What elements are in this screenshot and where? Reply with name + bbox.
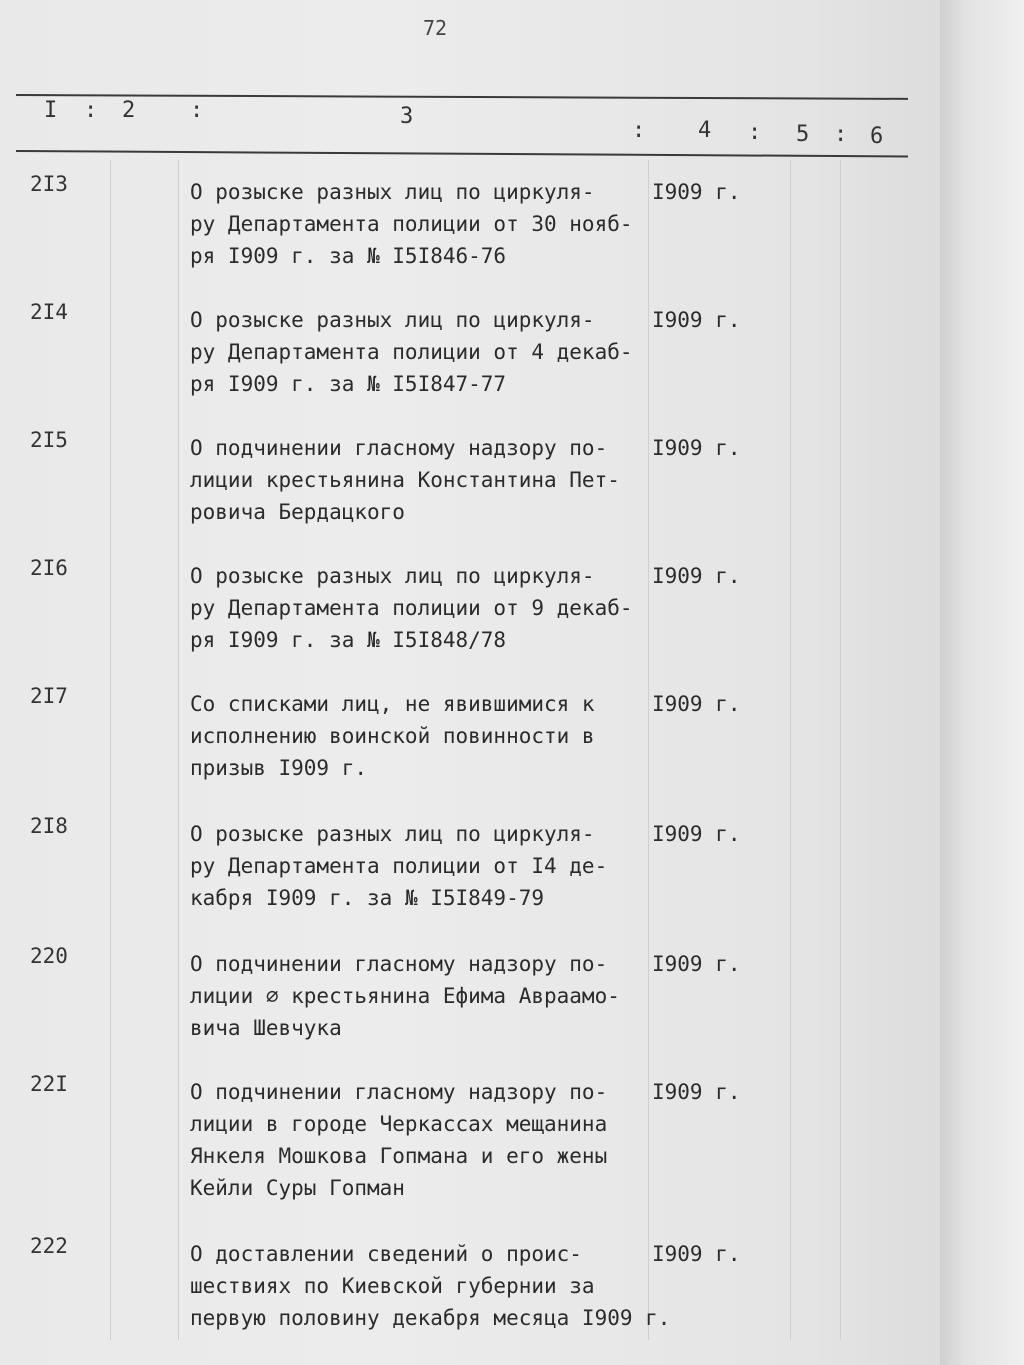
entry-number: 220 <box>30 944 68 968</box>
page-number: 72 <box>422 16 448 40</box>
column-separator: : <box>84 98 98 123</box>
entry-title-line: ру Департамента полиции от I4 де- <box>190 854 608 878</box>
entry-title-line: О розыске разных лиц по циркуля- <box>190 564 595 588</box>
entry-year: I909 г. <box>652 1242 741 1266</box>
entry-title <box>190 818 650 914</box>
entry-title-line: О розыске разных лиц по циркуля- <box>190 822 595 846</box>
entry-title-line: Со списками лиц, не явившимися к <box>190 692 595 716</box>
entry-number: 2I6 <box>30 556 68 580</box>
entry-title-line: шествиях по Киевской губернии за <box>190 1274 595 1298</box>
entry-year: I909 г. <box>652 822 741 846</box>
column-guide <box>110 160 111 1340</box>
column-header-5: 5 <box>796 122 810 147</box>
entry-title-line: О доставлении сведений о проис- <box>190 1242 582 1266</box>
entry-title-line: ря I909 г. за № I5I848/78 <box>190 628 507 652</box>
entry-title-line: ря I909 г. за № I5I847-77 <box>190 372 507 396</box>
entry-title-line: вича Шевчука <box>190 1016 342 1040</box>
entry-title <box>190 432 650 528</box>
entry-title-line: исполнению воинской повинности в <box>190 724 595 748</box>
entry-title-line: ру Департамента полиции от 4 декаб- <box>190 340 633 364</box>
entry-title-line: кабря I909 г. за № I5I849-79 <box>190 886 545 910</box>
entry-title <box>190 560 650 656</box>
entry-title <box>190 688 650 784</box>
entry-title <box>190 948 650 1044</box>
entry-title <box>190 1238 671 1334</box>
column-header-2: 2 <box>122 98 136 123</box>
column-separator: : <box>632 118 646 143</box>
entry-year: I909 г. <box>652 952 741 976</box>
entry-title-line: лиции в городе Черкассах мещанина <box>190 1112 608 1136</box>
entry-title-line: лиции крестьянина Константина Пет- <box>190 468 620 492</box>
entry-year: I909 г. <box>652 1080 741 1104</box>
entry-number: 2I5 <box>30 428 68 452</box>
entry-title-line: О подчинении гласному надзору по- <box>190 436 608 460</box>
entry-title-line: ровича Бердацкого <box>190 500 405 524</box>
entry-number: 222 <box>30 1234 68 1258</box>
column-separator: : <box>834 122 848 147</box>
entry-title-line: О подчинении гласному надзору по- <box>190 1080 608 1104</box>
column-header-1: I <box>44 98 58 123</box>
column-guide <box>178 160 179 1340</box>
column-separator: : <box>190 98 204 123</box>
entry-year: I909 г. <box>652 308 741 332</box>
entry-title-line: первую половину декабря месяца I909 г. <box>190 1306 671 1330</box>
entry-year: I909 г. <box>652 692 741 716</box>
entry-title-line: призыв I909 г. <box>190 756 368 780</box>
entry-title-line: лиции ∅ крестьянина Ефима Авраамо- <box>190 984 620 1008</box>
entry-number: 2I8 <box>30 814 68 838</box>
entry-number: 2I3 <box>30 172 68 196</box>
column-guide <box>790 160 791 1340</box>
column-guide <box>840 160 841 1340</box>
entry-title <box>190 1076 650 1204</box>
entry-title-line: ря I909 г. за № I5I846-76 <box>190 244 507 268</box>
column-separator: : <box>748 120 762 145</box>
column-header-6: 6 <box>870 124 884 149</box>
entry-year: I909 г. <box>652 564 741 588</box>
entry-year: I909 г. <box>652 436 741 460</box>
column-header-4: 4 <box>698 118 712 143</box>
entry-number: 2I4 <box>30 300 68 324</box>
entry-number: 22I <box>30 1072 68 1096</box>
entry-year: I909 г. <box>652 180 741 204</box>
entry-title-line: О подчинении гласному надзору по- <box>190 952 608 976</box>
entry-title-line: Янкеля Мошкова Гопмана и его жены <box>190 1144 608 1168</box>
entry-title <box>190 176 650 272</box>
entry-number: 2I7 <box>30 684 68 708</box>
entry-title-line: О розыске разных лиц по циркуля- <box>190 180 595 204</box>
entry-title-line: Кейли Суры Гопман <box>190 1176 405 1200</box>
column-header-3: 3 <box>400 104 414 129</box>
entry-title <box>190 304 650 400</box>
entry-title-line: ру Департамента полиции от 9 декаб- <box>190 596 633 620</box>
entry-title-line: О розыске разных лиц по циркуля- <box>190 308 595 332</box>
entry-title-line: ру Департамента полиции от 30 нояб- <box>190 212 633 236</box>
page-edge <box>940 0 1024 1365</box>
